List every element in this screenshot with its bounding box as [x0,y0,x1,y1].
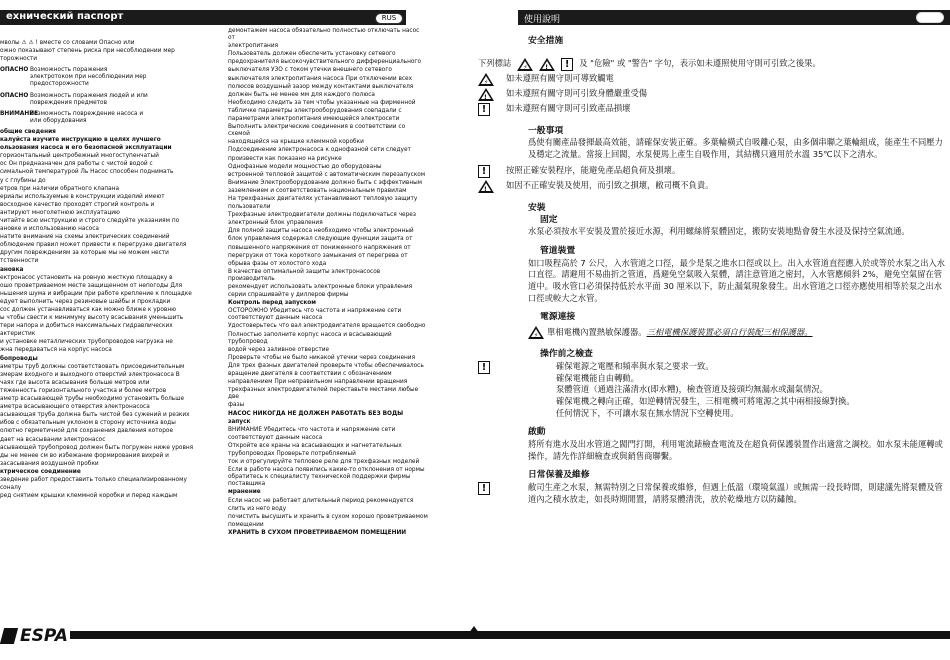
warning-row [0,111,210,125]
text-line: помещении [228,521,264,528]
brand-logo [2,626,68,646]
symbols-text: 下列標誌 [478,58,512,69]
left-column-1 [0,40,210,501]
elec-text: 單相電機內置熱敏保護器。 [547,326,647,337]
warning-keyword: ОПАСНО [0,67,29,74]
text-line: антируют многолетнюю эксплуатацию [0,209,120,216]
left-page-title: ехнический паспорт [6,11,124,22]
right-content [478,36,946,506]
danger-warning-icon: ! [539,58,555,71]
text-line: электронный блок управления [228,220,323,227]
logo-mark-icon [0,628,18,644]
text-line: табличке параметры электрооборудования совпадали с [228,107,402,114]
text-line: повышенного напряжения от пониженного напряжения от [228,244,411,251]
text-line: Проверьте чтобы не было никакой утечки через соединения [228,354,416,361]
text-line: олютно герметичной для сохранения давления которое [0,428,174,435]
left-column-2 [228,28,428,538]
text-line: тери напора и добиться максимальных гидравлических [0,323,173,330]
text-line: ериалы используемые в конструкции изделий имеют [0,193,165,200]
text-line: аметры труб должны соответствовать присоединительным [0,363,185,370]
text-line: восходное качество проходят строгий контроль и [0,201,155,208]
text-line: ды не менее см во избежание формирования вихрей и [0,452,169,459]
start-heading: 啟動 [528,427,546,438]
notice-text-1: 按照正確安裝程序，能避免產品超負荷及損壞。 [506,165,681,176]
text-line: перегрузки от тока короткого замыкания от перегрева от [228,252,408,259]
text-line: читайте всю инструкцию и строго следуйте указаниям по [0,217,180,224]
pipe-text: 如口吸程高於 7 公尺，入水管道之口徑，最少是泵之進水口徑或以上。出入水管道直徑應入於或等於水泵之出入水口直徑。請避用不易曲折之管道，爲避免空氣吸入泵體，請注意管道之密封，入水管應傾斜 2%，避免空氣留在管道中。吸水管口必須保持低於水平面 30 厘米以下，防止漏氣現象發生。出水管道之口徑亦應使用相等於泵之出水口徑或較大之水管。 [528,257,946,303]
text-line: зведение работ предоставить только специализированному [0,476,187,483]
text-line: заземлением и соответствовать национальным правилам [228,187,407,194]
warn-text-2: 如未遵照有關守則可引致身體嚴重受傷 [506,88,648,99]
text-line: аметр всасывающей трубы необходимо установить больше [0,396,185,403]
text-line: соналу [0,485,22,492]
text-line: актеристик [0,331,36,338]
text-line: аметра всасывающего отверстия электронасоса [0,404,150,411]
text-line: сос должен устанавливаться как можно ближе к уровню [0,307,176,313]
general-heading: 一般事項 [528,125,564,136]
text-line: дает на всасывании электронасос [0,436,106,443]
section-heading: ХРАНИТЬ В СУХОМ ПРОВЕТРИВАЕМОМ ПОМЕЩЕНИИ [228,529,407,536]
text-line: На трехфазных двигателях устанавливают тепловую защиту [228,195,418,202]
warning-description: Возможность повреждение насоса и или оборудования [30,110,144,124]
warn-text-1: 如未遵照有關守則可導致觸電 [506,73,614,84]
text-line: В качестве оптимальной защиты электронасосов производитель [228,268,381,282]
text-line: ибов с обязательным уклоном в сторону источника воды [0,420,176,427]
text-line: ос Он предназначен для работы с чистой водой с [0,161,153,168]
language-badge: RUS [375,13,403,24]
general-text: 爲使有關產品發揮最高效能，請確保安裝正確。多葉輪橫式自吸離心泵，由多個串聯之葉輪組成，能產生不同壓力及穩定之流量。當接上回閥，水泵便馬上產生自吸作用，其結構只適用於水溫 35℃以下之清水。 [528,137,943,160]
text-line: етров при наличии обратного клапана [0,185,120,192]
safety-heading: 安全措施 [528,36,564,46]
text-line: у с глубины до [0,177,46,184]
notice-row-2 [478,180,946,193]
text-line: Подсоединение электронасоса к однофазной сети следует [228,147,411,154]
text-line: тяженность горизонтального участка и более метров [0,387,167,394]
warning-description: Возможность поражения электротоком при несоблюдении мер предосторожности [30,67,147,88]
text-line: обрыва фазы от холостого хода [228,260,327,267]
section-heading: запуск [228,418,251,425]
text-line: и установке металлических трубопроводов нагрузка не [0,339,173,346]
section-heading: НАСОС НИКОГДА НЕ ДОЛЖЕН РАБОТАТЬ БЕЗ ВОДЫ [228,410,404,417]
pipe-heading: 管道裝置 [540,245,576,256]
text-line: блок управления содержал следующие функции защита от [228,236,413,243]
precheck-line: 確保電機之轉向正確，如逆轉情況發生，三相電機可將電源之其中兩相接線對換。 [556,395,855,406]
text-line: ток и отрегулируйте тепловое реле для трехфазных моделей [228,459,420,466]
text-line: чаях где высота всасывания больше метров или [0,379,150,386]
caution-box-icon: ! [478,103,506,116]
text-line: выключателя УЗО с током утечки внешнего сетевого [228,67,392,74]
text-line: натите внимание на схемы электрических соединений [0,234,170,241]
text-line: Необходимо следить за тем чтобы указанные на фирменной [228,99,416,106]
text-line: вращение двигателя в соответствии с обозначением [228,371,392,378]
electric-warning-icon: ⚡ [517,58,533,71]
precheck-heading: 操作前之檢查 [540,349,593,360]
text-line: ошо проветриваемом месте защищенном от непогоды Для [0,282,183,289]
text-line: симальной температурой Ль Насос способен поднимать [0,169,174,176]
text-line: Для полной защиты насоса необходимо чтобы электронный [228,228,414,235]
warning-row [0,67,210,88]
warn-row-1 [478,73,946,86]
text-line: произвести как показано на рисунке [228,155,342,162]
text-line: облюдение правил может привести к перегрузке двигателя [0,242,187,249]
text-line: едует выполнить через резиновые шайбы и прокладки [0,298,171,305]
text-line: серии спрашивайте у диллеров фирмы [228,292,349,299]
maint-text: 敝司生產之水泵，無需特別之日常保養或維修，但遇上低溫（環境氣溫）或無需一段長時間，則建議先將泵體及管道內之積水放走，如長時期閒置，請將泵體清洗，放於乾燥地方以防鏽蝕。 [528,482,943,504]
symbols-row [478,58,946,71]
text-line: мволы ⚠ ⚠ ! вместе со словами Опасно или [0,40,135,46]
symbols-after-text: 及 "危險" 或 "警告" 字句，表示如未遵照使用守則可引致之後果。 [579,58,821,69]
text-line: демонтажем насоса обязательно полностью отключать насос от [228,28,420,42]
text-line: встроенной тепловой защитой с автоматическим перезапуском [228,171,426,178]
section-heading: ановка [0,266,24,273]
warn-text-3: 如未遵照有關守則可引致產品損壞 [506,103,631,114]
section-heading: калуйста изучите инструкцию в целях лучшего [0,137,161,144]
text-line: жна передаваться на корпус насоса [0,347,112,354]
text-line: Если в работе насоса появились какие-то отклонения от нормы обратитесь к специалисту технической поддержки фирмы поставщика [228,467,425,488]
text-line: электропитания [228,43,279,50]
text-line: асывающей трубопровод должен быть погружен ниже уровня [0,444,194,451]
notice-text-2: 如因不正確安裝及使用，而引致之損壞，敝司概不負責。 [506,180,714,191]
section-heading: мранение [228,489,261,496]
text-line: должен быть не менее мм для каждого полюса [228,91,375,98]
text-line: торожности [0,56,38,63]
elec-underline-text: 三相電機保護裝置必須自行裝配三相保護器。 [646,326,813,337]
right-header-bar [518,10,950,25]
precheck-line: 泵體管道（通過注滿清水(即水糟)，檢查管道及接頭均無漏水或漏氣情況。 [556,384,828,395]
footer [0,626,950,660]
text-line: Если насос не работает длительный период рекомендуется [228,497,414,504]
electric-warning-icon: ⚡ [478,73,506,86]
text-line: Внимание Электрооборудование должно быть с эффективным [228,179,423,186]
precheck-line: 確保電源之電壓和頻率與水泵之要求一致。 [556,360,714,371]
precheck-line: 任何情況下，不可讓水泵在無水情況下空轉使用。 [556,407,739,418]
text-line: Откройте все краны на всасывающих и нагнетательных [228,442,402,449]
warning-description: Возможность поражения людей и или повреждения предметов [30,92,148,106]
caution-box-icon: ! [478,482,528,505]
text-line: фазы [228,402,245,409]
danger-warning-icon: ! [478,180,506,193]
text-line: направлением При неправильном направлении вращения [228,379,408,386]
text-line: ВНИМАНИЕ Убедитесь что частота и напряжение сети [228,426,396,433]
text-line: ОСТОРОЖНО Убедитесь что частота и напряжение сети соответствуют данным насоса [228,308,402,322]
text-line: Для трех фазных двигателей проверьте чтобы обеспечивалось [228,362,424,369]
text-line: параметрами электропитания имеющейся электросети [228,116,400,123]
text-line: ожно показывают степень риска при несоблюдении мер [0,48,175,55]
text-line: Полностью заполните корпус насоса и всасывающий трубопровод [228,331,392,345]
maint-heading: 日常保養及維修 [528,470,590,481]
warn-row-2 [478,88,946,101]
text-line: ньшения шума и вибрации при работе крепление к площадке [0,290,192,297]
start-text: 將所有進水及出水管道之閥門打開，利用電流錶檢查電流及在超負荷保護裝置作出適當之調校。如水泵未能運轉或操作，請先作詳細檢查或與銷售商聯繫。 [528,439,943,461]
electric-warning-icon: ⚡ [528,326,544,339]
fix-text: 水泵必須按水平安裝及置於接近水源，利用螺絲將泵體固定，搬防安裝地點會發生水浸及保持空氣流通。 [528,226,910,237]
text-line: ановке и использованию насоса [0,226,99,233]
header-oval [916,12,944,23]
text-line: предохранителя высокочувствительного дифференциального [228,59,422,66]
precheck-line: 確保電機能自由轉動。 [556,372,639,383]
text-line: выключателя электропитания насоса При отключении всех [228,75,413,82]
precheck-lines [556,361,855,420]
warning-keyword: ОПАСНО [0,92,29,99]
text-line: слить из него воду [228,505,287,512]
page-up-arrow-icon [466,626,482,637]
text-line: горизонтальный центробежный многоступенчатый [0,153,159,160]
fix-heading: 固定 [540,214,558,225]
caution-box-icon: ! [561,58,573,71]
right-page [478,0,950,660]
text-line: асывающая труба должна быть чистой без сужений и резких [0,412,190,419]
section-heading: Контроль перед запуском [228,300,317,307]
text-line: находящейся на крышке клеммной коробки [228,139,364,146]
section-heading: ктрическое соединение [0,468,81,475]
section-heading: ользования насоса и его безопасной эксплуатации [0,145,172,152]
text-line: рекомендует использовать электронные блоки управления [228,284,413,290]
warning-keyword: ВНИМАНИЕ [0,110,39,117]
text-line: трубопроводах Проверьте потребляемый [228,450,356,457]
text-line: ред снятием крышки клеммной коробки и перед каждым [0,493,178,500]
text-line: полюсов воздушный зазор между контактами выключателя [228,83,414,90]
text-line: ектронасос установить на ровную жесткую площадку в [0,274,173,281]
footer-bar [70,631,950,639]
text-line: соответствуют данным насоса [228,434,323,441]
warning-row [0,93,210,107]
right-page-title: 使用說明 [524,15,561,25]
text-line: засасывания воздушной пробки [0,460,99,467]
elec-row [528,326,946,339]
section-heading: общие сведения [0,128,56,135]
precheck-block [481,360,946,420]
caution-box-icon: ! [478,361,556,420]
text-line: змерам входного и выходного отверстий электронасоса В [0,371,180,378]
text-line: Однофазные модели мощностью до оборудованы [228,163,382,170]
danger-warning-icon: ! [478,88,506,101]
text-line: почистить высушить и хранить в сухом хорошо проветриваемом [228,513,428,520]
text-line: водой через заливное отверстие [228,346,330,353]
notice-row-1 [478,165,946,178]
section-heading: бопроводы [0,355,38,362]
install-heading: 安裝 [528,202,546,213]
text-line: трехфазных электродвигателей переставьте местами любые две [228,387,419,401]
text-line: Удостоверьтесь что вал электродвигателя вращается свободно [228,323,426,330]
text-line: Трехфазные электродвигатели должны подключаться через [228,212,416,219]
left-header-bar [0,10,406,25]
text-line: Выполнить электрические соединения в соответствии со схемой [228,124,406,138]
left-page [0,0,472,660]
elec-heading: 電源連接 [540,312,576,323]
caution-box-icon: ! [478,165,506,178]
text-line: Пользователь должен обеспечить установку сетевого [228,51,396,58]
warn-row-3 [478,103,946,116]
text-line: другим повреждениям за которые мы не можем нести [0,250,169,257]
text-line: пользователи [228,204,271,211]
text-line: ы чтобы свести к минимуму высоту всасывания уменьшить [0,315,184,322]
text-line: тственности [0,258,39,265]
brand-name: ESPA [20,626,68,646]
maint-row [478,482,946,505]
